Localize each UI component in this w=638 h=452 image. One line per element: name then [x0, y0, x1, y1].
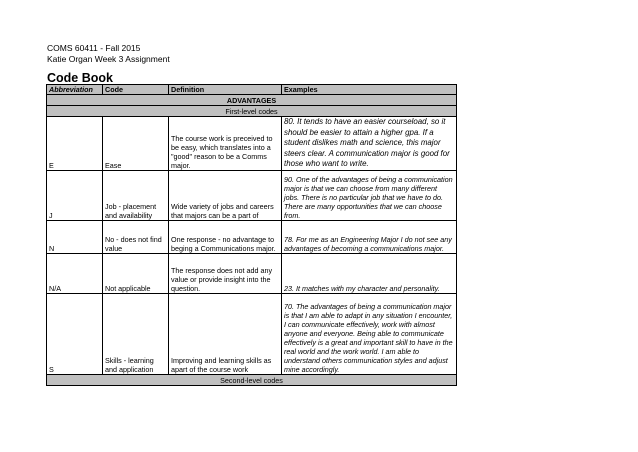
- abbreviation-cell: E: [47, 117, 103, 171]
- abbreviation-cell: J: [47, 170, 103, 220]
- column-header: Examples: [282, 85, 457, 95]
- first-level-heading: First-level codes: [47, 106, 457, 117]
- code-cell: No - does not find value: [103, 220, 169, 253]
- definition-cell: One response - no advantage to beging a Communications major.: [169, 220, 282, 253]
- author-label: Katie Organ Week 3 Assignment: [47, 54, 170, 64]
- abbreviation-cell: N: [47, 220, 103, 253]
- code-cell: Not applicable: [103, 253, 169, 293]
- code-cell: Skills - learning and application: [103, 293, 169, 374]
- example-cell: 78. For me as an Engineering Major I do not see any advantages of becoming a communications major.: [282, 220, 457, 253]
- table-row: [47, 117, 457, 171]
- code-cell: Job - placement and availability: [103, 170, 169, 220]
- table-row: [47, 170, 457, 220]
- course-label: COMS 60411 - Fall 2015: [47, 43, 141, 53]
- column-header: Code: [103, 85, 169, 95]
- section-heading: ADVANTAGES: [47, 95, 457, 106]
- definition-cell: Improving and learning skills as apart of the course work: [169, 293, 282, 374]
- page-title: Code Book: [47, 71, 113, 85]
- column-header: Abbreviation: [47, 85, 103, 95]
- table-header-row: [47, 85, 457, 95]
- table-row: [47, 253, 457, 293]
- table-row: [47, 293, 457, 374]
- definition-cell: The course work is preceived to be easy, which translates into a "good" reason to be a Comms major.: [169, 117, 282, 171]
- column-header: Definition: [169, 85, 282, 95]
- example-cell: 80. It tends to have an easier courseload, so it should be easier to attain a higher gpa. If a student dislikes math and science, this major steers clear. A communication major is good for those who want to write.: [282, 117, 457, 171]
- example-cell: 23. It matches with my character and personality.: [282, 253, 457, 293]
- second-level-heading: Second-level codes: [47, 374, 457, 385]
- code-book-table: [46, 84, 457, 386]
- definition-cell: The response does not add any value or provide insight into the question.: [169, 253, 282, 293]
- table-row: [47, 220, 457, 253]
- definition-cell: Wide variety of jobs and careers that majors can be a part of: [169, 170, 282, 220]
- abbreviation-cell: S: [47, 293, 103, 374]
- example-cell: 90. One of the advantages of being a communication major is that we can choose from many different jobs. There is no particular job that we have to do. There are many opportunities that we can choose from.: [282, 170, 457, 220]
- abbreviation-cell: N/A: [47, 253, 103, 293]
- code-cell: Ease: [103, 117, 169, 171]
- example-cell: 70. The advantages of being a communication major is that I am able to adapt in any situation I encounter, I can communicate effectively, work with almost anyone and everyone. Being able to communicate effectively is a great and important skill to have in the real world and the work world. I am able to understand others communication styles and adjust mine accordingly.: [282, 293, 457, 374]
